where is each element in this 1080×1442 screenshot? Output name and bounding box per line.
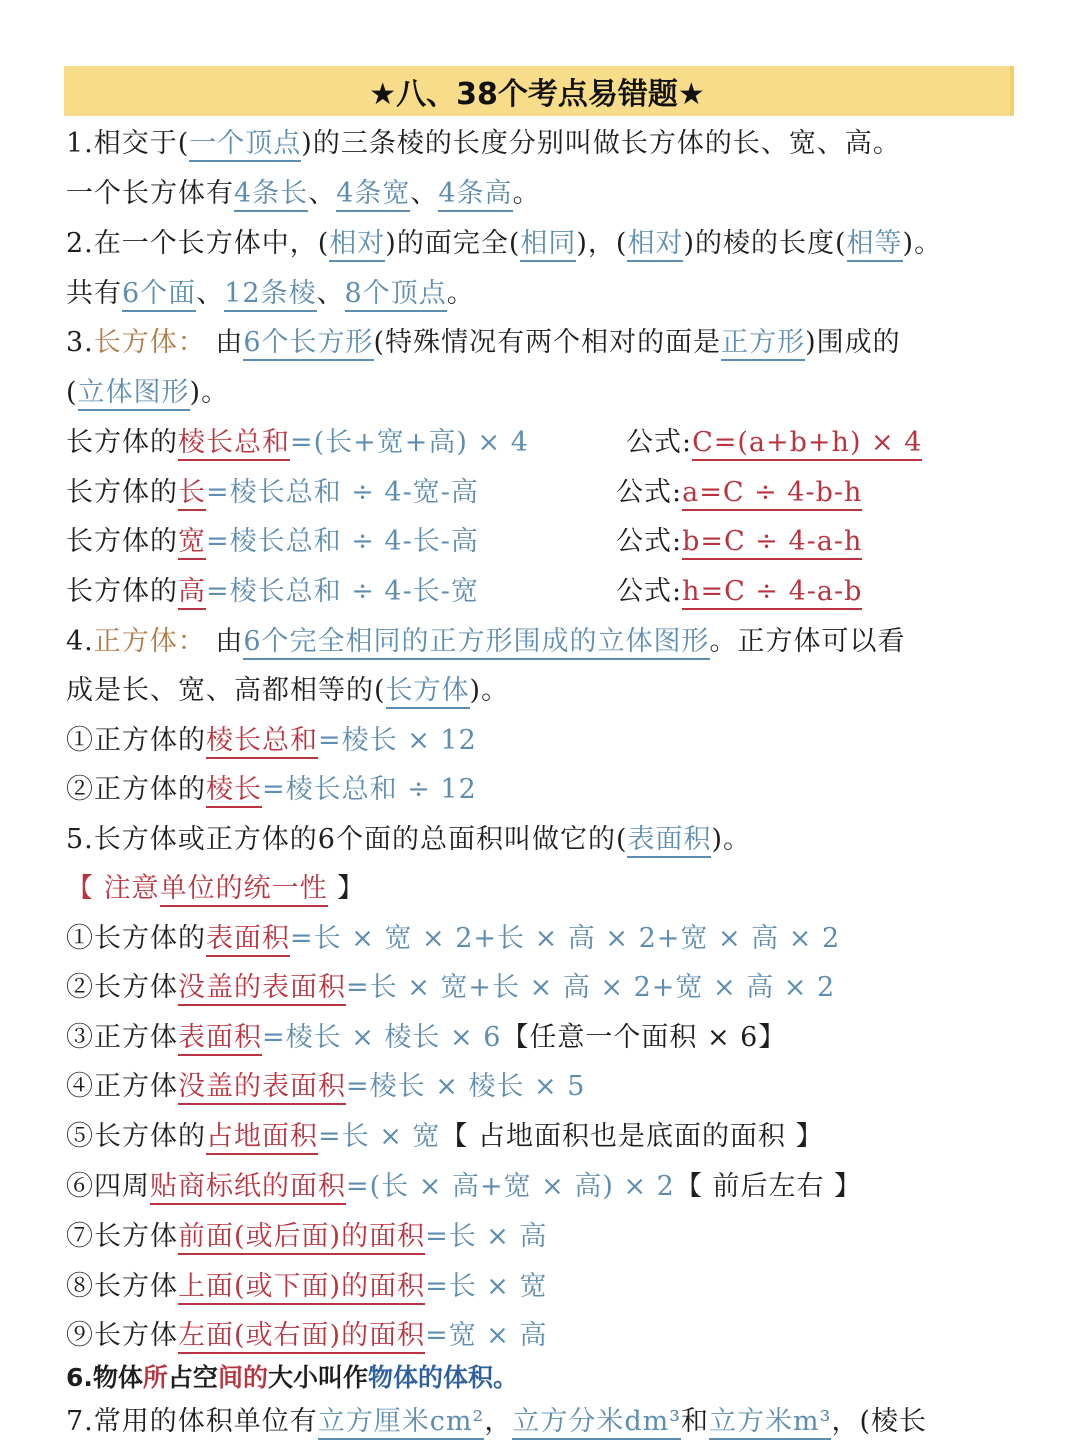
text: 共有 — [66, 278, 122, 309]
point-5-note — [66, 869, 365, 909]
text: 。 — [512, 178, 541, 209]
text: )。 — [902, 228, 943, 259]
answer: 12条棱 — [224, 278, 316, 312]
term: 正方体： — [93, 626, 206, 657]
answer: 立方分米dm³ — [512, 1406, 681, 1440]
answer: 长方体 — [386, 675, 470, 709]
key-term: 棱长总和 — [178, 427, 290, 461]
key-term: 宽 — [178, 526, 206, 560]
answer: 6个面 — [122, 278, 196, 312]
note-close: 】 — [327, 873, 366, 904]
point-5-item — [66, 919, 840, 959]
expression: =棱长 × 棱长 × 6 — [262, 1022, 502, 1053]
formula: h=C ÷ 4-a-b — [682, 576, 862, 610]
answer: 4条长 — [234, 178, 308, 212]
text: 、 — [316, 278, 345, 309]
text: ( — [66, 377, 78, 408]
text: )。 — [711, 824, 752, 855]
note-key: 单位的统一性 — [160, 873, 328, 907]
point-2-line-2 — [66, 274, 475, 314]
point-4-line-2 — [66, 671, 509, 711]
text: 成是长、宽、高都相等的( — [66, 675, 386, 706]
point-4-item-1 — [66, 721, 477, 761]
text: ， — [484, 1406, 513, 1437]
note-open: 【 注意 — [66, 873, 160, 904]
formula-row — [66, 473, 863, 513]
formula-row — [66, 572, 863, 612]
text: )的三条棱的长度分别叫做长方体的长、宽、高。 — [301, 128, 901, 159]
key-term: 贴商标纸的面积 — [150, 1171, 346, 1205]
formula: a=C ÷ 4-b-h — [682, 477, 862, 511]
answer: 立方米m³ — [709, 1406, 831, 1440]
point-4-item-2 — [66, 770, 477, 810]
point-5-item — [66, 1316, 548, 1356]
point-5-item — [66, 1117, 824, 1157]
answer: 一个顶点 — [189, 128, 301, 162]
expression: =长 × 宽 — [425, 1271, 548, 1302]
key-term: 没盖的表面积 — [178, 1071, 346, 1105]
point-5-item — [66, 1267, 548, 1307]
expression: =长 × 宽 — [318, 1121, 441, 1152]
answer: 立方厘米cm² — [318, 1406, 485, 1440]
text: ②长方体 — [66, 972, 178, 1003]
expression: =棱长 × 棱长 × 5 — [346, 1071, 586, 1102]
text: 由 — [205, 626, 244, 657]
answer: 表面积 — [627, 824, 711, 858]
text: (特殊情况有两个相对的面是 — [373, 327, 722, 358]
answer: 4条高 — [438, 178, 512, 212]
text: )的棱的长度( — [683, 228, 847, 259]
text: ①正方体的 — [66, 725, 206, 756]
point-4-line-1 — [66, 622, 906, 662]
key-term: 没盖的表面积 — [178, 972, 346, 1006]
answer: 6个长方形 — [243, 327, 373, 361]
text: 。 — [446, 278, 475, 309]
text: ①长方体的 — [66, 923, 206, 954]
formula: C=(a+b+h) × 4 — [692, 427, 922, 461]
note: 【 占地面积也是底面的面积 】 — [440, 1121, 824, 1152]
expression: =棱长总和 ÷ 12 — [262, 774, 477, 805]
text: 7.常用的体积单位有 — [66, 1406, 318, 1437]
text: 间的 — [217, 1363, 268, 1392]
key-term: 长 — [178, 477, 206, 511]
key-term: 上面(或下面)的面积 — [178, 1271, 425, 1305]
key-term: 棱长 — [206, 774, 262, 808]
text: 一个长方体有 — [66, 178, 234, 209]
key-term: 棱长总和 — [206, 725, 318, 759]
answer: 正方形 — [721, 327, 805, 361]
formula-row — [66, 423, 923, 463]
text: 、 — [410, 178, 439, 209]
answer: 8个顶点 — [345, 278, 447, 312]
text: ⑦长方体 — [66, 1221, 178, 1252]
section-title: ★八、38个考点易错题★ — [369, 77, 705, 112]
answer: 相等 — [847, 228, 903, 262]
text: 由 — [205, 327, 244, 358]
point-5-item — [66, 1067, 585, 1107]
note: 【 前后左右 】 — [674, 1171, 863, 1202]
point-5-item — [66, 1167, 862, 1207]
text: )。 — [189, 377, 230, 408]
text: )的面完全( — [385, 228, 521, 259]
point-1-line-1 — [66, 124, 901, 164]
text: 长方体的 — [66, 477, 178, 508]
text: 大小叫作 — [267, 1363, 368, 1392]
key-term: 表面积 — [178, 1022, 262, 1056]
answer: 相对 — [627, 228, 683, 262]
note: 【任意一个面积 × 6】 — [501, 1022, 787, 1053]
point-6-line — [66, 1358, 518, 1398]
text: ③正方体 — [66, 1022, 178, 1053]
formula-label: 公式: — [626, 427, 693, 458]
text: ②正方体的 — [66, 774, 206, 805]
point-5-line-1 — [66, 820, 751, 860]
point-5-item — [66, 1018, 786, 1058]
text: 、 — [196, 278, 225, 309]
text: 物体的体积。 — [367, 1363, 518, 1392]
expression: =棱长 × 12 — [318, 725, 477, 756]
answer: 相同 — [520, 228, 576, 262]
text: ，(棱长 — [831, 1406, 928, 1437]
expression: =(长+宽+高) × 4 — [290, 427, 529, 458]
text: 3. — [66, 327, 94, 358]
text: ⑧长方体 — [66, 1271, 178, 1302]
text: ⑥四周 — [66, 1171, 150, 1202]
text: ⑤长方体的 — [66, 1121, 206, 1152]
text: 。正方体可以看 — [709, 626, 906, 657]
text: ④正方体 — [66, 1071, 178, 1102]
expression: =长 × 宽 × 2+长 × 高 × 2+宽 × 高 × 2 — [290, 923, 841, 954]
text: 1.相交于( — [66, 128, 190, 159]
text: 6.物体 — [66, 1363, 143, 1392]
text: 占空 — [167, 1363, 218, 1392]
formula-label: 公式: — [616, 526, 683, 557]
expression: =宽 × 高 — [425, 1320, 548, 1351]
formula-label: 公式: — [616, 576, 683, 607]
text: 长方体的 — [66, 526, 178, 557]
expression: =棱长总和 ÷ 4-长-宽 — [206, 576, 479, 607]
expression: =长 × 高 — [425, 1221, 548, 1252]
text: 所 — [142, 1363, 168, 1392]
point-5-item — [66, 1217, 548, 1257]
term: 长方体： — [93, 327, 206, 358]
text: )，( — [576, 228, 628, 259]
answer: 相对 — [329, 228, 385, 262]
formula-row — [66, 522, 863, 562]
section-title-banner — [64, 66, 1014, 116]
point-3-line-1 — [66, 323, 901, 363]
key-term: 占地面积 — [206, 1121, 318, 1155]
text: 4. — [66, 626, 94, 657]
text: 和 — [681, 1406, 710, 1437]
answer: 4条宽 — [336, 178, 410, 212]
point-3-line-2 — [66, 373, 229, 413]
point-7-line — [66, 1402, 927, 1442]
text: ⑨长方体 — [66, 1320, 178, 1351]
key-term: 高 — [178, 576, 206, 610]
point-1-line-2 — [66, 174, 541, 214]
point-2-line-1 — [66, 224, 942, 264]
expression: =棱长总和 ÷ 4-宽-高 — [206, 477, 479, 508]
formula-label: 公式: — [616, 477, 683, 508]
expression: =棱长总和 ÷ 4-长-高 — [206, 526, 479, 557]
answer: 立体图形 — [78, 377, 190, 411]
key-term: 左面(或右面)的面积 — [178, 1320, 425, 1354]
point-5-item — [66, 968, 835, 1008]
expression: =(长 × 高+宽 × 高) × 2 — [346, 1171, 675, 1202]
expression: =长 × 宽+长 × 高 × 2+宽 × 高 × 2 — [346, 972, 836, 1003]
text: 、 — [308, 178, 337, 209]
text: )围成的 — [805, 327, 901, 358]
formula: b=C ÷ 4-a-h — [682, 526, 862, 560]
text: )。 — [469, 675, 510, 706]
answer: 6个完全相同的正方形围成的立体图形 — [243, 626, 709, 660]
text: 长方体的 — [66, 576, 178, 607]
text: 2.在一个长方体中，( — [66, 228, 330, 259]
text: 5.长方体或正方体的6个面的总面积叫做它的( — [66, 824, 628, 855]
text: 长方体的 — [66, 427, 178, 458]
key-term: 前面(或后面)的面积 — [178, 1221, 425, 1255]
key-term: 表面积 — [206, 923, 290, 957]
